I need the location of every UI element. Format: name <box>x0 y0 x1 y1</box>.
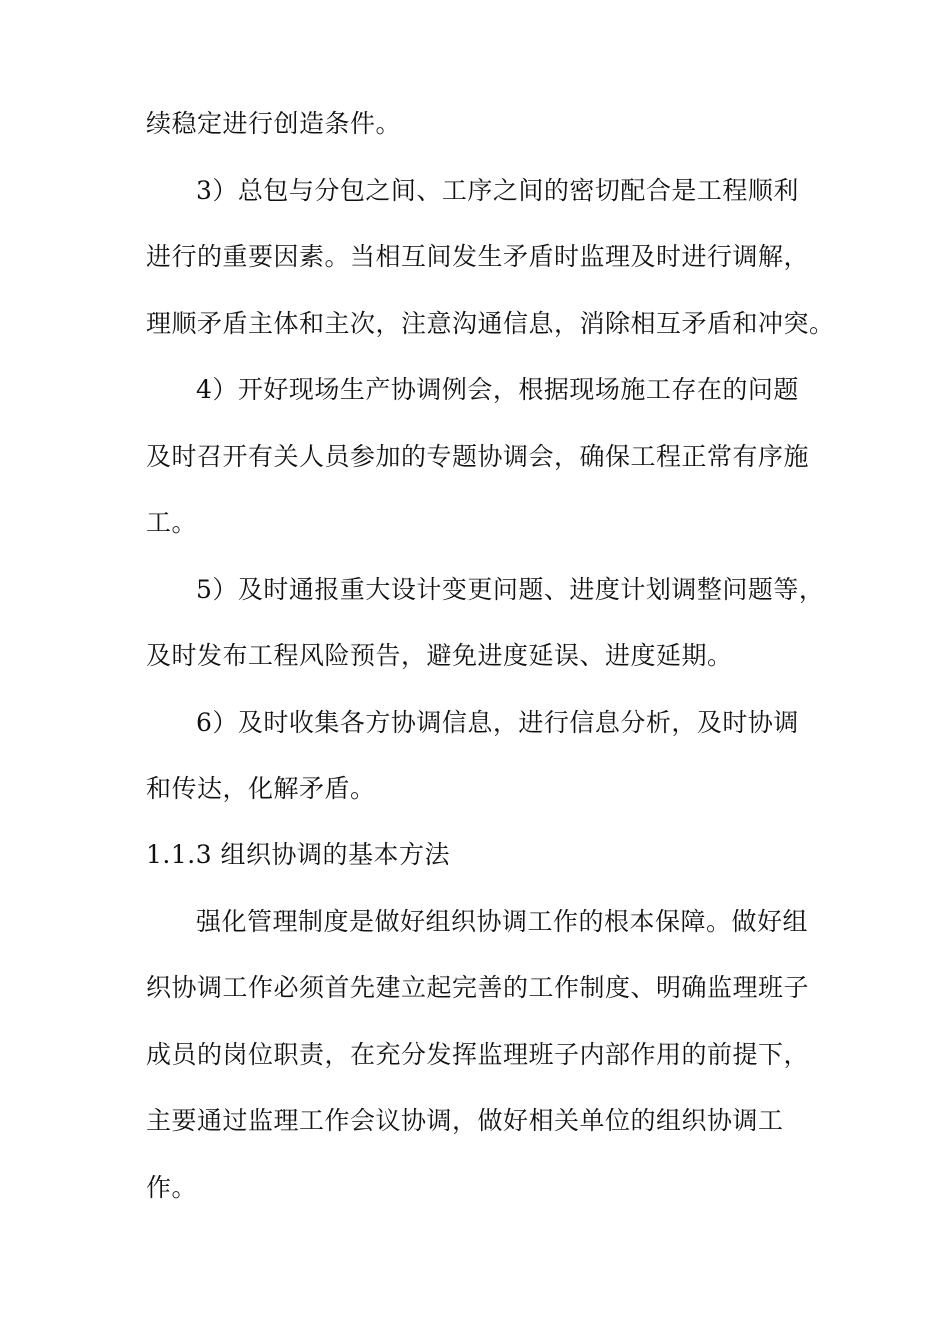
paragraph-line: 4）开好现场生产协调例会，根据现场施工存在的问题 <box>196 375 799 404</box>
paragraph-line: 5）及时通报重大设计变更问题、进度计划调整问题等， <box>196 575 825 604</box>
paragraph-line: 和传达，化解矛盾。 <box>146 774 376 803</box>
section-heading: 1.1.3 组织协调的基本方法 <box>146 840 451 869</box>
paragraph-line: 及时召开有关人员参加的专题协调会，确保工程正常有序施 <box>146 442 810 471</box>
paragraph-line: 织协调工作必须首先建立起完善的工作制度、明确监理班子 <box>146 973 810 1002</box>
paragraph-line: 及时发布工程风险预告，避免进度延误、进度延期。 <box>146 641 733 670</box>
paragraph-line: 续稳定进行创造条件。 <box>146 109 402 138</box>
paragraph-line: 主要通过监理工作会议协调，做好相关单位的组织协调工 <box>146 1106 784 1135</box>
paragraph-line: 3）总包与分包之间、工序之间的密切配合是工程顺利 <box>196 176 799 205</box>
paragraph-line: 6）及时收集各方协调信息，进行信息分析，及时协调 <box>196 708 799 737</box>
paragraph-line: 强化管理制度是做好组织协调工作的根本保障。做好组 <box>196 907 809 936</box>
paragraph-line: 成员的岗位职责，在充分发挥监理班子内部作用的前提下， <box>146 1040 810 1069</box>
paragraph-line: 作。 <box>146 1173 198 1202</box>
paragraph-line: 进行的重要因素。当相互间发生矛盾时监理及时进行调解， <box>146 242 810 271</box>
paragraph-line: 工。 <box>146 508 198 537</box>
paragraph-line: 理顺矛盾主体和主次，注意沟通信息，消除相互矛盾和冲突。 <box>146 309 835 338</box>
